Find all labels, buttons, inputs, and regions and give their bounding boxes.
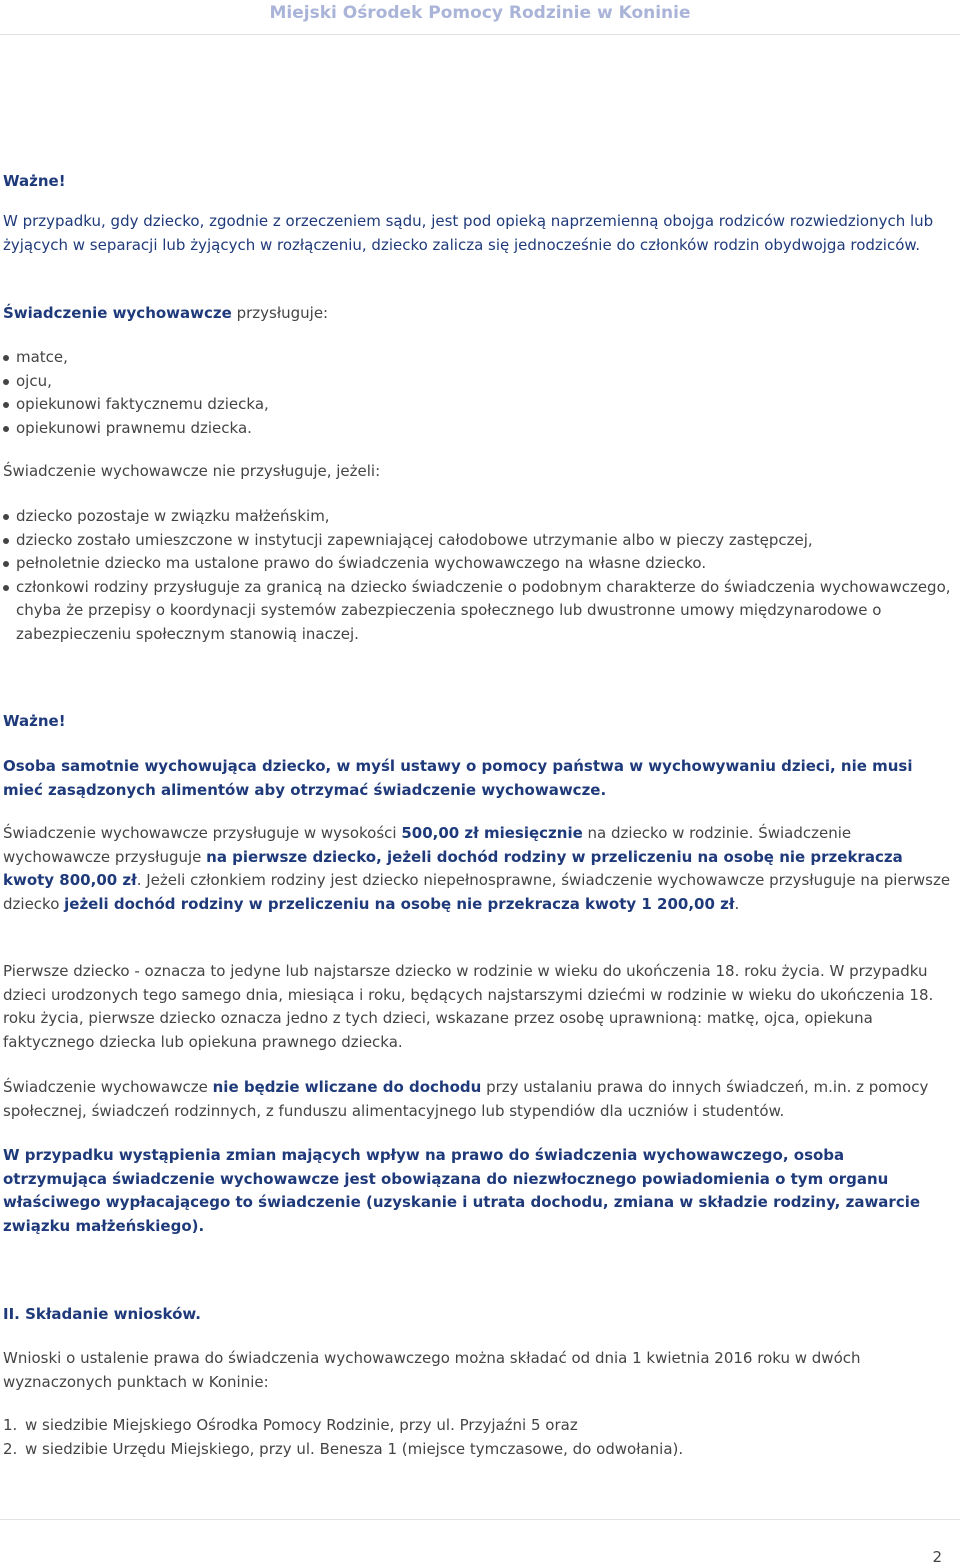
- entitled-list: [3, 346, 951, 440]
- bullet-icon: [3, 426, 9, 432]
- page-number: 2: [932, 1548, 942, 1566]
- page-header: [0, 0, 960, 26]
- document-title: Miejski Ośrodek Pomocy Rodzinie w Koninie: [269, 3, 691, 23]
- bullet-icon: [3, 514, 9, 520]
- not-entitled-list: [3, 505, 951, 646]
- list-item: członkowi rodziny przysługuje za granicą na dziecko świadczenie o podobnym charakterze do świadczenia wychowawczego, chyba że przepisy o koordynacji systemów zabezpieczenia społecznego lub dwustronne umowy międzynarodowe o zabezpieczeniu społecznym stanowią inaczej.: [3, 576, 951, 647]
- footer-divider: [0, 1519, 960, 1520]
- bullet-icon: [3, 538, 9, 544]
- notice-heading: Ważne!: [3, 172, 66, 190]
- locations-list: [3, 1414, 951, 1461]
- list-item: 2. w siedzibie Urzędu Miejskiego, przy ul. Benesza 1 (miejsce tymczasowe, do odwołania).: [3, 1439, 684, 1458]
- changes-paragraph: W przypadku wystąpienia zmian mających wpływ na prawo do świadczenia wychowawczego, osoba otrzymująca świadczenie wychowawcze jest obowiązana do niezwłocznego powiadomienia o tym organu właściwego wypłacającego to świadczenie (uzyskanie i utrata dochodu, zmiana w składzie rodziny, zawarcie związku małżeńskiego).: [3, 1146, 921, 1235]
- section-intro: Wnioski o ustalenie prawa do świadczenia wychowawczego można składać od dnia 1 kwietnia 2016 roku w dwóch wyznaczonych punktach w Koninie:: [3, 1349, 861, 1391]
- entitled-intro-rest: przysługuje:: [231, 304, 329, 322]
- list-item: pełnoletnie dziecko ma ustalone prawo do świadczenia wychowawczego na własne dziecko.: [3, 552, 951, 576]
- notice-text: Osoba samotnie wychowująca dziecko, w myśl ustawy o pomocy państwa w wychowywaniu dzieci, nie musi mieć zasądzonych alimentów aby otrzymać świadczenie wychowawcze.: [3, 757, 913, 799]
- list-item: opiekunowi prawnemu dziecka.: [3, 417, 951, 441]
- list-item: dziecko pozostaje w związku małżeńskim,: [3, 505, 951, 529]
- income-paragraph: Świadczenie wychowawcze nie będzie wliczane do dochodu przy ustalaniu prawa do innych świadczeń, m.in. z pomocy społecznej, świadczeń rodzinnych, z funduszu alimentacyjnego lub stypendiów dla uczniów i studentów.: [3, 1078, 929, 1120]
- bullet-icon: [3, 355, 9, 361]
- bullet-icon: [3, 402, 9, 408]
- list-item: ojcu,: [3, 370, 951, 394]
- amount-paragraph: Świadczenie wychowawcze przysługuje w wysokości 500,00 zł miesięcznie na dziecko w rodzinie. Świadczenie wychowawcze przysługuje na pierwsze dziecko, jeżeli dochód rodziny w przeliczeniu na osobę nie przekracza kwoty 800,00 zł. Jeżeli członkiem rodziny jest dziecko niepełnosprawne, świadczenie wychowawcze przysługuje na pierwsze dziecko jeżeli dochód rodziny w przeliczeniu na osobę nie przekracza kwoty 1 200,00 zł.: [3, 824, 951, 913]
- bullet-icon: [3, 561, 9, 567]
- list-item: dziecko zostało umieszczone w instytucji zapewniającej całodobowe utrzymanie albo w pieczy zastępczej,: [3, 529, 951, 553]
- list-item: opiekunowi faktycznemu dziecka,: [3, 393, 951, 417]
- notice-text: W przypadku, gdy dziecko, zgodnie z orzeczeniem sądu, jest pod opieką naprzemienną obojga rodziców rozwiedzionych lub żyjących w separacji lub żyjących w rozłączeniu, dziecko zalicza się jednocześnie do członków rodzin obydwojga rodziców.: [3, 212, 934, 254]
- first-child-paragraph: Pierwsze dziecko - oznacza to jedyne lub najstarsze dziecko w rodzinie w wieku do ukończenia 18. roku życia. W przypadku dzieci urodzonych tego samego dnia, miesiąca i roku, będących najstarszymi dziećmi w rodzinie w wieku do ukończenia 18. roku życia, pierwsze dziecko oznacza jedno z tych dzieci, wskazane przez osobę uprawnioną: matkę, ojca, opiekuna faktycznego dziecka lub opiekuna prawnego dziecka.: [3, 962, 934, 1051]
- list-item: 1. w siedzibie Miejskiego Ośrodka Pomocy Rodzinie, przy ul. Przyjaźni 5 oraz: [3, 1416, 578, 1434]
- section-heading: II. Składanie wniosków.: [3, 1305, 202, 1323]
- header-divider: [0, 34, 960, 35]
- entitled-intro-bold: Świadczenie wychowawcze: [3, 304, 232, 322]
- list-item: matce,: [3, 346, 951, 370]
- not-entitled-intro: Świadczenie wychowawcze nie przysługuje, jeżeli:: [3, 462, 381, 480]
- bullet-icon: [3, 585, 9, 591]
- entitled-intro: [3, 302, 951, 326]
- notice-heading: Ważne!: [3, 712, 66, 730]
- bullet-icon: [3, 379, 9, 385]
